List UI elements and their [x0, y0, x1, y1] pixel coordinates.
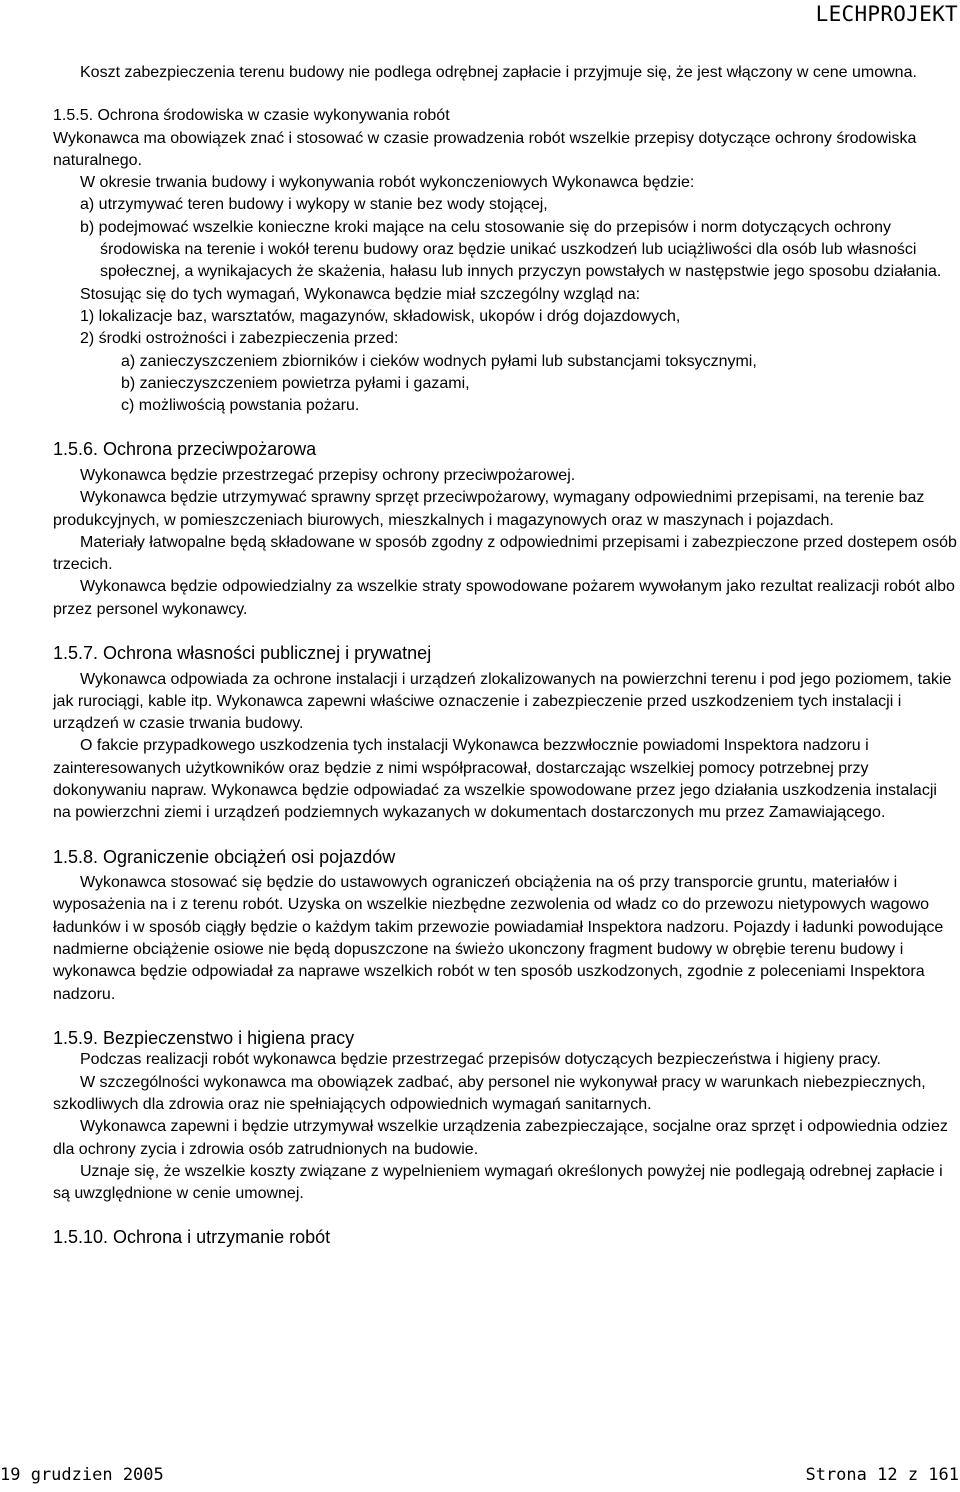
- intro-paragraph: Koszt zabezpieczenia terenu budowy nie podlega odrębnej zapłacie i przyjmuje się, że jest włączony w cene umowna.: [80, 64, 917, 81]
- paragraph: Wykonawca ma obowiązek znać i stosować w czasie prowadzenia robót wszelkie przepisy dotyczące ochrony środowiska naturalnego.: [53, 129, 917, 169]
- paragraph: Podczas realizacji robót wykonawca będzie przestrzegać przepisów dotyczących bezpieczeństwa i higieny pracy.: [80, 1051, 881, 1069]
- list-item: a) zanieczyszczeniem zbiorników i cieków wodnych pyłami lub substancjami toksycznymi,: [121, 352, 757, 370]
- document-body: [53, 62, 958, 1249]
- list-item: a) utrzymywać teren budowy i wykopy w stanie bez wody stojącej,: [80, 196, 548, 214]
- section-1-5-9: [53, 1027, 958, 1206]
- list-item: b) zanieczyszczeniem powietrza pyłami i gazami,: [121, 374, 470, 392]
- section-heading: 1.5.6. Ochrona przeciwpożarowa: [53, 439, 317, 460]
- paragraph: Wykonawca stosować się będzie do ustawowych ograniczeń obciążenia na oś przy transporcie gruntu, materiałów i wyposażenia na i z terenu robót. Uzyska on wszelkie niezbędne zezwolenia od władz co do przewozu nietypowych wagowo ładunków i w sposób ciągły będzie o każdym takim przewozie powiadamiał Inspektora nadzoru. Pojazdy i ładunki powodujące nadmierne obciążenie osiowe nie będą dopuszczone na świeżo ukonczony fragment budowy w obrębie terenu budowy i wykonawca będzie odpowiadał za naprawe wszelkich robót w ten sposób uszkodzonych, zgodnie z poleceniami Inspektora nadzoru.: [53, 874, 944, 1003]
- header-company: LECHPROJEKT: [815, 2, 958, 26]
- paragraph: Wykonawca zapewni i będzie utrzymywał wszelkie urządzenia zabezpieczające, socjalne oraz sprzęt i odpowiednia odziez dla ochrony zycia i zdrowia osób zatrudnionych na budowie.: [53, 1118, 948, 1158]
- paragraph: Wykonawca będzie przestrzegać przepisy ochrony przeciwpożarowej.: [80, 466, 576, 484]
- section-heading: 1.5.10. Ochrona i utrzymanie robót: [53, 1227, 331, 1248]
- footer-date: 19 grudzien 2005: [0, 1465, 164, 1485]
- paragraph: W szczególności wykonawca ma obowiązek zadbać, aby personel nie wykonywał pracy w warunkach niebezpiecznych, szkodliwych dla zdrowia oraz nie spełniających odpowiednich wymagań sanitarnych.: [53, 1073, 926, 1113]
- section-1-5-5: [53, 105, 958, 417]
- paragraph: W okresie trwania budowy i wykonywania robót wykonczeniowych Wykonawca będzie:: [80, 174, 695, 192]
- paragraph: Wykonawca odpowiada za ochrone instalacji i urządzeń zlokalizowanych na powierzchni terenu i pod jego poziomem, takie jak rurociągi, kable itp. Wykonawca zapewni właściwe oznaczenie i zabezpieczenie przed uszkodzeniem tych instalacji i urządzeń w czasie trwania budowy.: [53, 670, 952, 733]
- paragraph: Wykonawca będzie odpowiedzialny za wszelkie straty spowodowane pożarem wywołanym jako rezultat realizacji robót albo przez personel wykonawcy.: [53, 578, 955, 618]
- section-heading: 1.5.8. Ograniczenie obciążeń osi pojazdów: [53, 846, 396, 867]
- section-1-5-7: [53, 642, 958, 825]
- list-item: 2) środki ostrożności i zabezpieczenia przed:: [80, 330, 399, 348]
- paragraph: Uznaje się, że wszelkie koszty związane z wypelnieniem wymagań określonych powyżej nie podlegają odrebnej zapłacie i są uwzględnione w cenie umownej.: [53, 1162, 943, 1203]
- section-heading: 1.5.7. Ochrona własności publicznej i prywatnej: [53, 643, 432, 664]
- paragraph: O fakcie przypadkowego uszkodzenia tych instalacji Wykonawca bezzwłocznie powiadomi Inspektora nadzoru i zainteresowanych użytkowników oraz będzie z nimi współpracował, dostarczając wszelkiej pomocy potrzebnej przy dokonywaniu napraw. Wykonawca będzie odpowiadać za wszelkie spowodowane przez jego działania uszkodzenia instalacji na powierzchni ziemi i urządzeń podziemnych wykazanych w dokumentach dostarczonych mu przez Zamawiającego.: [53, 737, 937, 822]
- list-item: 1) lokalizacje baz, warsztatów, magazynów, składowisk, ukopów i dróg dojazdowych,: [80, 307, 681, 325]
- section-heading: 1.5.5. Ochrona środowiska w czasie wykonywania robót: [53, 107, 450, 125]
- list-item: c) możliwością powstania pożaru.: [121, 397, 360, 415]
- footer-page-number: Strona 12 z 161: [805, 1465, 959, 1485]
- paragraph: Stosując się do tych wymagań, Wykonawca będzie miał szczególny wzgląd na:: [80, 285, 641, 303]
- section-1-5-8: [53, 846, 958, 1006]
- section-1-5-6: [53, 438, 958, 621]
- section-heading: 1.5.9. Bezpieczenstwo i higiena pracy: [53, 1027, 355, 1048]
- paragraph: Materiały łatwopalne będą składowane w sposób zgodny z odpowiednimi przepisami i zabezpieczone przed dostepem osób trzecich.: [53, 533, 957, 574]
- section-1-5-10: [53, 1226, 958, 1249]
- paragraph: Wykonawca będzie utrzymywać sprawny sprzęt przeciwpożarowy, wymagany odpowiednimi przepisami, na terenie baz produkcyjnych, w pomieszczeniach biurowych, mieszkalnych i magazynowych oraz w maszynach i pojazdach.: [53, 489, 925, 529]
- list-item: b) podejmować wszelkie konieczne kroki mające na celu stosowanie się do przepisów i norm dotyczących ochrony środowiska na terenie i wokół terenu budowy oraz będzie unikać uszkodzeń lub uciążliwości dla osób lub własności społecznej, a wynikajacych że skażenia, hałasu lub innych przyczyn powstałych w następstwie jego sposobu działania.: [80, 218, 942, 281]
